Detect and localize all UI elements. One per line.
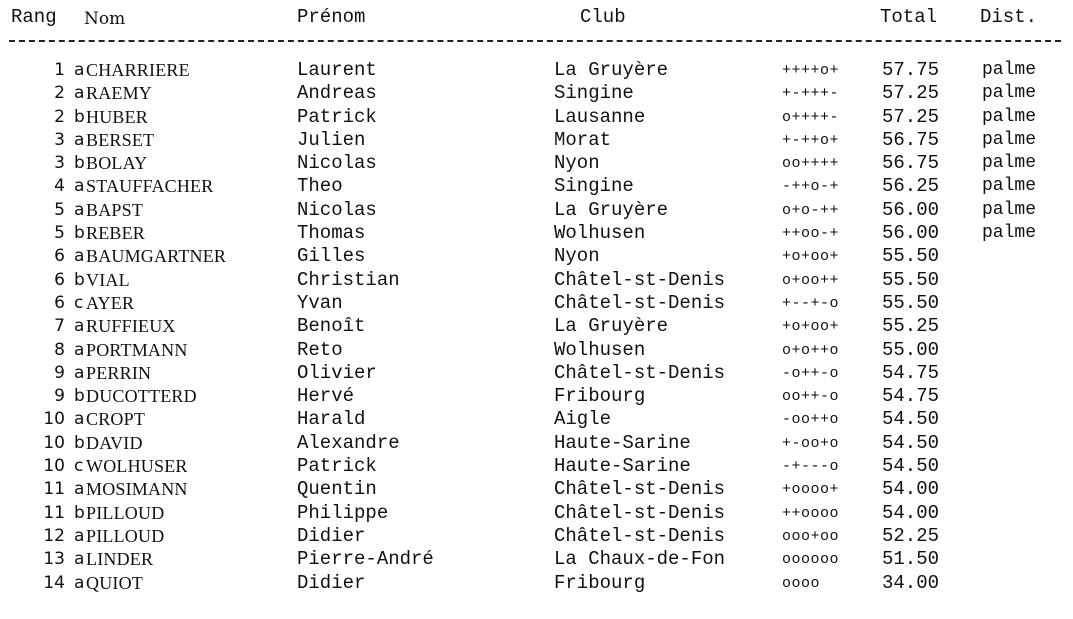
- rank-cell: 10: [43, 409, 65, 430]
- firstname-cell: Olivier: [297, 361, 377, 384]
- total-cell: 54.75: [882, 385, 940, 408]
- table-row: [0, 129, 1073, 152]
- table-row: [0, 339, 1073, 362]
- marks-cell: ++oooo: [782, 504, 840, 522]
- table-row: [0, 572, 1073, 595]
- name-cell: BOLAY: [86, 153, 148, 174]
- club-cell: Nyon: [554, 152, 600, 175]
- name-cell: RAEMY: [86, 83, 153, 104]
- marks-cell: +oooo+: [782, 481, 840, 499]
- table-row: [0, 292, 1073, 315]
- subrank-cell: a: [74, 572, 85, 593]
- subrank-cell: b: [74, 153, 85, 174]
- marks-cell: -++o-+: [782, 178, 840, 196]
- total-cell: 54.00: [882, 501, 940, 524]
- subrank-cell: b: [74, 386, 85, 407]
- distinction-cell: palme: [982, 223, 1037, 244]
- name-cell: RUFFIEUX: [86, 316, 176, 337]
- firstname-cell: Yvan: [297, 291, 343, 314]
- name-cell: CHARRIERE: [86, 60, 190, 80]
- total-cell: 54.50: [882, 431, 940, 454]
- name-cell: BAPST: [86, 199, 144, 220]
- table-row: [0, 222, 1073, 245]
- name-cell: BAUMGARTNER: [86, 246, 227, 267]
- total-cell: 56.75: [882, 152, 940, 175]
- distinction-cell: palme: [982, 199, 1037, 220]
- name-cell: HUBER: [86, 106, 149, 127]
- rank-cell: 7: [54, 316, 65, 337]
- marks-cell: oooooo: [782, 551, 840, 569]
- name-cell: PILLOUD: [86, 525, 165, 546]
- table-row: [0, 82, 1073, 105]
- marks-cell: o+oo++: [782, 271, 840, 289]
- subrank-cell: a: [74, 525, 85, 546]
- marks-cell: +o+oo+: [782, 248, 840, 266]
- header-divider: [9, 40, 1061, 42]
- marks-cell: -+---o: [782, 458, 840, 476]
- rank-cell: 4: [54, 176, 65, 197]
- name-cell: BERSET: [86, 129, 155, 150]
- name-cell: WOLHUSER: [86, 456, 188, 477]
- total-cell: 56.75: [882, 128, 940, 151]
- club-cell: Singine: [554, 175, 634, 198]
- marks-cell: +-++o+: [782, 131, 840, 149]
- table-row: [0, 106, 1073, 129]
- distinction-cell: palme: [982, 83, 1037, 104]
- firstname-cell: Hervé: [297, 385, 355, 408]
- total-cell: 55.25: [882, 315, 940, 338]
- rank-cell: 12: [43, 525, 65, 546]
- name-cell: PERRIN: [86, 362, 152, 383]
- table-row: [0, 59, 1073, 82]
- subrank-cell: a: [74, 83, 85, 104]
- rank-cell: 14: [43, 572, 65, 593]
- total-cell: 54.00: [882, 478, 940, 501]
- table-row: [0, 362, 1073, 385]
- total-cell: 56.00: [882, 222, 940, 245]
- distinction-cell: palme: [982, 60, 1037, 80]
- marks-cell: oo++-o: [782, 388, 840, 406]
- table-row: [0, 245, 1073, 268]
- subrank-cell: c: [74, 292, 84, 313]
- club-cell: Nyon: [554, 245, 600, 268]
- header-club: Club: [580, 6, 626, 28]
- marks-cell: oooo: [782, 574, 821, 592]
- name-cell: REBER: [86, 223, 146, 244]
- rank-cell: 2: [54, 83, 65, 104]
- subrank-cell: a: [74, 246, 85, 267]
- rank-cell: 6: [54, 246, 65, 267]
- results-table: [0, 59, 1073, 595]
- firstname-cell: Patrick: [297, 455, 377, 478]
- firstname-cell: Laurent: [297, 59, 377, 81]
- club-cell: Morat: [554, 128, 612, 151]
- subrank-cell: b: [74, 269, 85, 290]
- rank-cell: 10: [43, 432, 65, 453]
- subrank-cell: a: [74, 316, 85, 337]
- club-cell: Aigle: [554, 408, 612, 431]
- firstname-cell: Philippe: [297, 501, 389, 524]
- club-cell: La Gruyère: [554, 198, 669, 221]
- header-nom: Nom: [84, 9, 126, 29]
- firstname-cell: Nicolas: [297, 152, 377, 175]
- header-rang: Rang: [11, 6, 57, 28]
- table-row: [0, 408, 1073, 431]
- rank-cell: 9: [54, 386, 65, 407]
- subrank-cell: c: [74, 456, 84, 477]
- rank-cell: 6: [54, 269, 65, 290]
- total-cell: 56.25: [882, 175, 940, 198]
- subrank-cell: a: [74, 479, 85, 500]
- firstname-cell: Reto: [297, 338, 343, 361]
- table-row: [0, 175, 1073, 198]
- name-cell: STAUFFACHER: [86, 176, 214, 197]
- table-row: [0, 315, 1073, 338]
- rank-cell: 13: [43, 549, 65, 570]
- total-cell: 54.50: [882, 455, 940, 478]
- name-cell: CROPT: [86, 409, 146, 430]
- name-cell: DUCOTTERD: [86, 386, 197, 407]
- total-cell: 55.50: [882, 291, 940, 314]
- club-cell: Lausanne: [554, 105, 646, 128]
- rank-cell: 6: [54, 292, 65, 313]
- club-cell: Châtel-st-Denis: [554, 524, 726, 547]
- marks-cell: -oo++o: [782, 411, 840, 429]
- distinction-cell: palme: [982, 129, 1037, 150]
- club-cell: La Gruyère: [554, 59, 669, 81]
- club-cell: Wolhusen: [554, 222, 646, 245]
- firstname-cell: Didier: [297, 571, 366, 594]
- marks-cell: +-+++-: [782, 85, 840, 103]
- header-prenom: Prénom: [297, 6, 366, 28]
- distinction-cell: palme: [982, 106, 1037, 127]
- marks-cell: +-oo+o: [782, 434, 840, 452]
- marks-cell: oo++++: [782, 155, 840, 173]
- table-row: [0, 455, 1073, 478]
- total-cell: 54.75: [882, 361, 940, 384]
- firstname-cell: Christian: [297, 268, 400, 291]
- name-cell: VIAL: [86, 269, 130, 290]
- marks-cell: ++++o+: [782, 62, 840, 79]
- total-cell: 55.00: [882, 338, 940, 361]
- total-cell: 52.25: [882, 524, 940, 547]
- firstname-cell: Patrick: [297, 105, 377, 128]
- club-cell: Haute-Sarine: [554, 431, 691, 454]
- firstname-cell: Pierre-André: [297, 548, 434, 571]
- firstname-cell: Didier: [297, 524, 366, 547]
- firstname-cell: Nicolas: [297, 198, 377, 221]
- firstname-cell: Harald: [297, 408, 366, 431]
- total-cell: 57.25: [882, 105, 940, 128]
- rank-cell: 9: [54, 362, 65, 383]
- subrank-cell: a: [74, 176, 85, 197]
- club-cell: Singine: [554, 82, 634, 105]
- name-cell: MOSIMANN: [86, 479, 188, 500]
- club-cell: Wolhusen: [554, 338, 646, 361]
- subrank-cell: b: [74, 223, 85, 244]
- firstname-cell: Theo: [297, 175, 343, 198]
- marks-cell: +o+oo+: [782, 318, 840, 336]
- club-cell: Châtel-st-Denis: [554, 478, 726, 501]
- marks-cell: ++oo-+: [782, 225, 840, 243]
- marks-cell: o+o++o: [782, 341, 840, 359]
- club-cell: Châtel-st-Denis: [554, 501, 726, 524]
- subrank-cell: a: [74, 60, 85, 80]
- total-cell: 54.50: [882, 408, 940, 431]
- firstname-cell: Gilles: [297, 245, 366, 268]
- rank-cell: 10: [43, 456, 65, 477]
- firstname-cell: Thomas: [297, 222, 366, 245]
- total-cell: 57.75: [882, 59, 940, 81]
- rank-cell: 8: [54, 339, 65, 360]
- subrank-cell: b: [74, 502, 85, 523]
- club-cell: Châtel-st-Denis: [554, 291, 726, 314]
- subrank-cell: b: [74, 106, 85, 127]
- marks-cell: -o++-o: [782, 364, 840, 382]
- marks-cell: ooo+oo: [782, 527, 840, 545]
- table-row: [0, 269, 1073, 292]
- table-row: [0, 432, 1073, 455]
- club-cell: Haute-Sarine: [554, 455, 691, 478]
- subrank-cell: a: [74, 129, 85, 150]
- firstname-cell: Quentin: [297, 478, 377, 501]
- distinction-cell: palme: [982, 153, 1037, 174]
- total-cell: 57.25: [882, 82, 940, 105]
- marks-cell: +--+-o: [782, 294, 840, 312]
- club-cell: La Chaux-de-Fon: [554, 548, 726, 571]
- firstname-cell: Julien: [297, 128, 366, 151]
- subrank-cell: a: [74, 362, 85, 383]
- distinction-cell: palme: [982, 176, 1037, 197]
- name-cell: QUIOT: [86, 572, 143, 593]
- subrank-cell: a: [74, 339, 85, 360]
- marks-cell: o+o-++: [782, 201, 840, 219]
- table-row: [0, 478, 1073, 501]
- firstname-cell: Andreas: [297, 82, 377, 105]
- firstname-cell: Alexandre: [297, 431, 400, 454]
- rank-cell: 5: [54, 223, 65, 244]
- table-row: [0, 525, 1073, 548]
- rank-cell: 11: [43, 502, 65, 523]
- name-cell: AYER: [86, 292, 135, 313]
- table-row: [0, 502, 1073, 525]
- name-cell: LINDER: [86, 549, 154, 570]
- name-cell: PILLOUD: [86, 502, 165, 523]
- rank-cell: 5: [54, 199, 65, 220]
- total-cell: 56.00: [882, 198, 940, 221]
- name-cell: PORTMANN: [86, 339, 188, 360]
- header-total: Total: [880, 6, 938, 28]
- subrank-cell: b: [74, 432, 85, 453]
- subrank-cell: a: [74, 549, 85, 570]
- name-cell: DAVID: [86, 432, 143, 453]
- club-cell: Châtel-st-Denis: [554, 268, 726, 291]
- rank-cell: 11: [43, 479, 65, 500]
- club-cell: Fribourg: [554, 571, 646, 594]
- total-cell: 55.50: [882, 268, 940, 291]
- table-row: [0, 548, 1073, 571]
- firstname-cell: Benoît: [297, 315, 366, 338]
- rank-cell: 1: [54, 60, 65, 80]
- total-cell: 34.00: [882, 571, 940, 594]
- rank-cell: 3: [54, 129, 65, 150]
- total-cell: 51.50: [882, 548, 940, 571]
- total-cell: 55.50: [882, 245, 940, 268]
- rank-cell: 2: [54, 106, 65, 127]
- header-dist: Dist.: [980, 6, 1038, 28]
- marks-cell: o++++-: [782, 108, 840, 126]
- table-row: [0, 199, 1073, 222]
- subrank-cell: a: [74, 409, 85, 430]
- subrank-cell: a: [74, 199, 85, 220]
- table-row: [0, 385, 1073, 408]
- table-row: [0, 152, 1073, 175]
- club-cell: Châtel-st-Denis: [554, 361, 726, 384]
- rank-cell: 3: [54, 153, 65, 174]
- club-cell: Fribourg: [554, 385, 646, 408]
- club-cell: La Gruyère: [554, 315, 669, 338]
